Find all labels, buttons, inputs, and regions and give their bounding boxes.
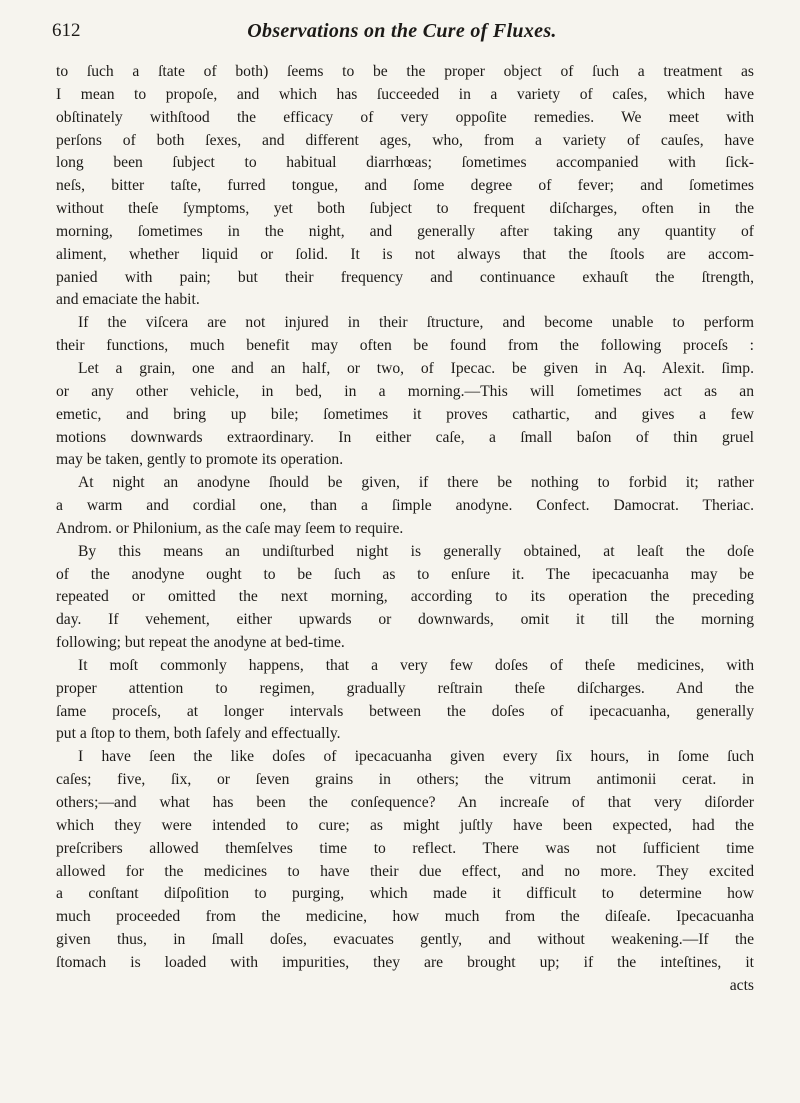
- text-line: others;—and what has been the conſequence? An increaſe of that very diſorder: [56, 794, 754, 811]
- body-text: [56, 61, 754, 998]
- text-line: following; but repeat the anodyne at bed-time.: [56, 634, 345, 652]
- text-line: panied with pain; but their frequency and continuance exhauſt the ſtrength,: [56, 268, 754, 286]
- text-line: proper attention to regimen, gradually reſtrain theſe diſcharges. And the: [56, 679, 754, 697]
- text-line: preſcribers allowed themſelves time to reflect. There was not ſufficient time: [56, 839, 754, 857]
- page-number: 612: [52, 20, 81, 41]
- text-line: allowed for the medicines to have their due effect, and no more. They excited: [56, 862, 754, 880]
- text-line: obſtinately withſtood the efficacy of very oppoſite remedies. We meet with: [56, 108, 754, 126]
- text-line: of the anodyne ought to be ſuch as to enſure it. The ipecacuanha may be: [56, 565, 754, 583]
- text-line: day. If vehement, either upwards or downwards, omit it till the morning: [56, 611, 754, 629]
- text-line: repeated or omitted the next morning, according to its operation the preceding: [56, 588, 754, 606]
- text-line: ſtomach is loaded with impurities, they are brought up; if the inteſtines, it: [56, 953, 754, 971]
- page-header: [52, 20, 752, 48]
- text-line: At night an anodyne ſhould be given, if there be nothing to forbid it; rather: [78, 474, 754, 492]
- text-line: I mean to propoſe, and which has ſucceeded in a variety of caſes, which have: [56, 85, 754, 103]
- text-line: It moſt commonly happens, that a very few doſes of theſe medicines, with: [78, 656, 754, 674]
- text-line: motions downwards extraordinary. In either caſe, a ſmall baſon of thin gruel: [56, 428, 754, 446]
- text-line: aliment, whether liquid or ſolid. It is not always that the ſtools are accom-: [56, 245, 754, 263]
- text-line: to ſuch a ſtate of both) ſeems to be the proper object of ſuch a treatment as: [56, 63, 754, 80]
- text-line: I have ſeen the like doſes of ipecacuanha given every ſix hours, in ſome ſuch: [78, 748, 754, 766]
- text-line: without theſe ſymptoms, yet both ſubject to frequent diſcharges, often in the: [56, 200, 754, 218]
- text-line: put a ſtop to them, both ſafely and effectually.: [56, 725, 341, 743]
- text-line: Androm. or Philonium, as the caſe may ſeem to require.: [56, 519, 404, 537]
- text-line: and emaciate the habit.: [56, 291, 200, 309]
- text-line: which they were intended to cure; as might juſtly have been expected, had the: [56, 816, 754, 834]
- text-line: morning, ſometimes in the night, and generally after taking any quantity of: [56, 222, 754, 240]
- text-line: a warm and cordial one, than a ſimple anodyne. Confect. Damocrat. Theriac.: [56, 497, 754, 515]
- text-line: or any other vehicle, in bed, in a morning.—This will ſometimes act as an: [56, 382, 754, 400]
- text-line: If the viſcera are not injured in their ſtructure, and become unable to perform: [78, 314, 754, 332]
- text-line: By this means an undiſturbed night is generally obtained, at leaſt the doſe: [78, 542, 754, 560]
- text-line: neſs, bitter taſte, furred tongue, and ſome degree of fever; and ſometimes: [56, 177, 754, 195]
- text-line: may be taken, gently to promote its operation.: [56, 451, 344, 469]
- text-line: their functions, much benefit may often be found from the following proceſs :: [56, 337, 754, 355]
- text-line: long been ſubject to habitual diarrhœas; ſometimes accompanied with ſick-: [56, 154, 754, 172]
- text-line: much proceeded from the medicine, how much from the diſeaſe. Ipecacuanha: [56, 908, 754, 926]
- text-line: given thus, in ſmall doſes, evacuates gently, and without weakening.—If the: [56, 931, 754, 949]
- text-line: Let a grain, one and an half, or two, of Ipecac. be given in Aq. Alexit. ſimp.: [78, 359, 754, 377]
- text-line: caſes; five, ſix, or ſeven grains in others; the vitrum antimonii cerat. in: [56, 771, 754, 789]
- catchword: acts: [729, 976, 754, 994]
- text-line: emetic, and bring up bile; ſometimes it proves cathartic, and gives a few: [56, 405, 754, 423]
- text-line: perſons of both ſexes, and different ages, who, from a variety of cauſes, have: [56, 131, 754, 149]
- running-title: Observations on the Cure of Fluxes.: [247, 20, 557, 42]
- text-line: a conſtant diſpoſition to purging, which made it difficult to determine how: [56, 885, 754, 903]
- text-line: ſame proceſs, at longer intervals between the doſes of ipecacuanha, generally: [56, 702, 754, 720]
